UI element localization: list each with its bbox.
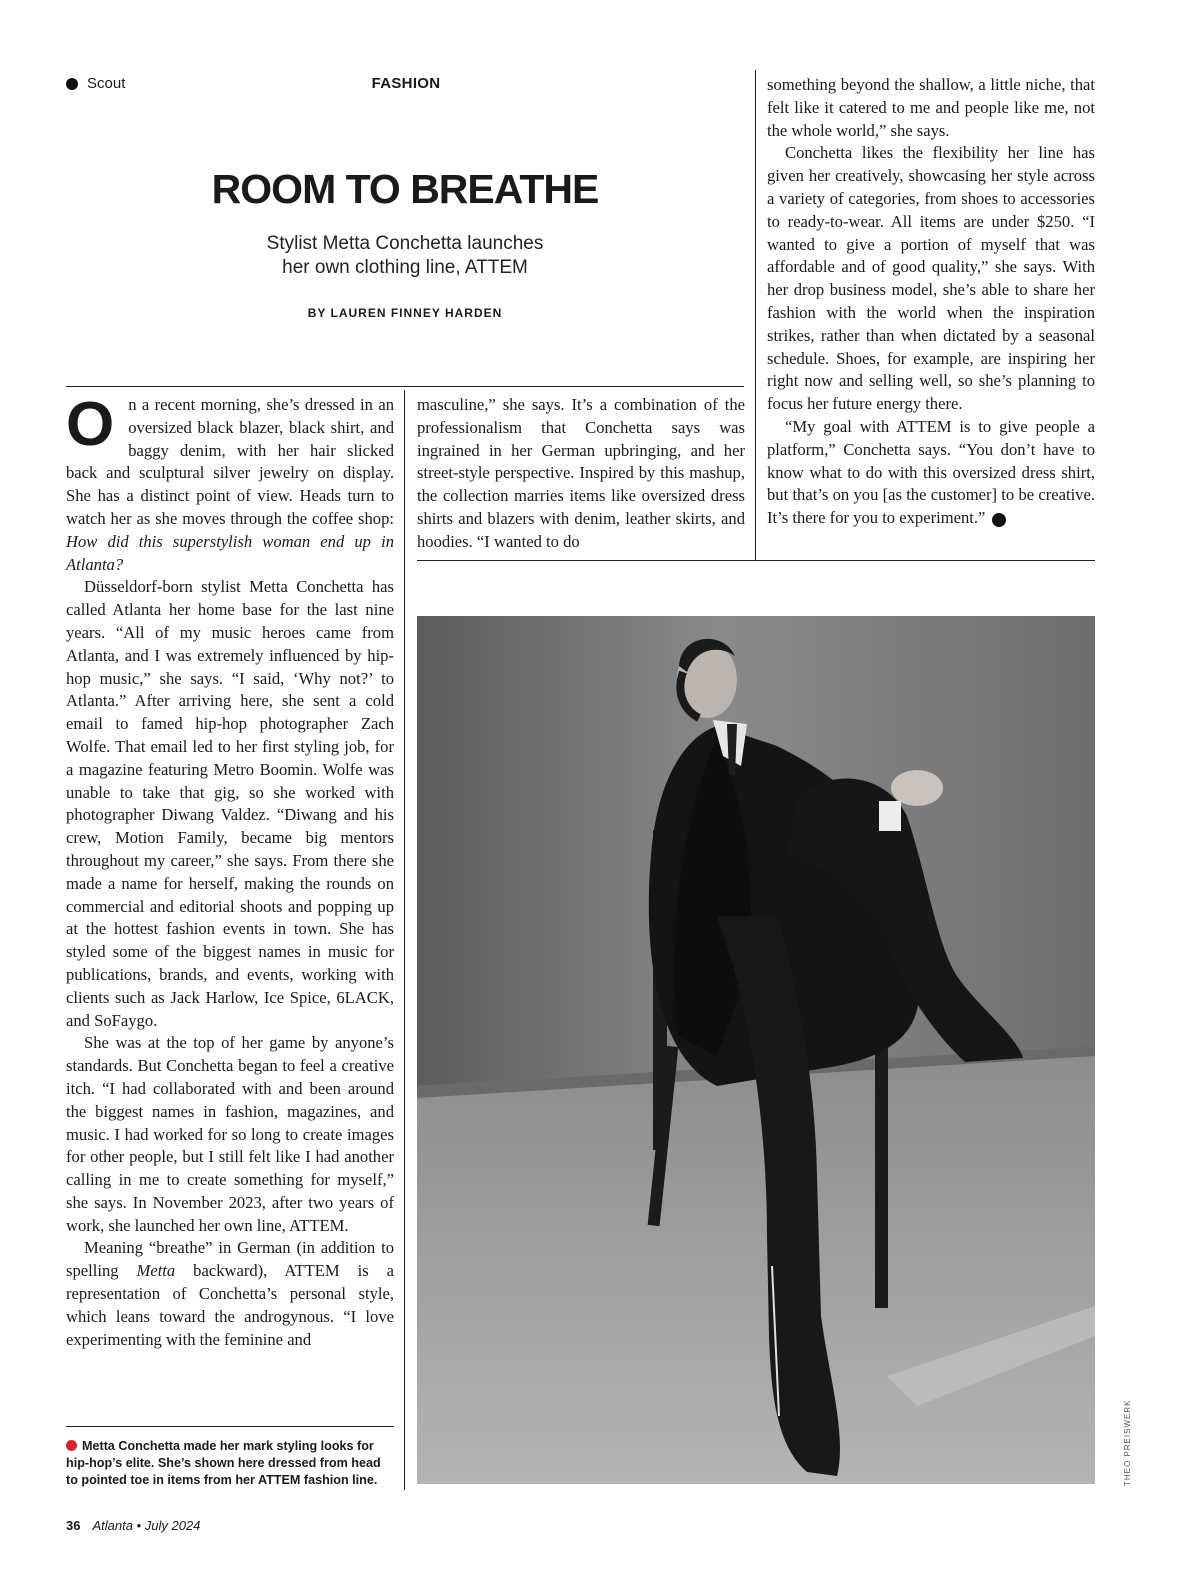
bullet-icon — [66, 78, 78, 90]
article-subtitle — [66, 232, 744, 280]
paragraph: On a recent morning, she’s dressed in an oversized black blazer, black shirt, and baggy denim, with her hair slicked back and sculptural silver jewelry on display. She has a distinct point of view. Heads turn to watch her as she moves through the coffee shop: How did this superstylish woman end up in Atlanta? — [66, 390, 394, 574]
divider-rule — [66, 386, 744, 387]
italic-text: How did this superstylish woman end up in Atlanta? — [66, 531, 394, 574]
column-rule — [755, 70, 756, 560]
subtitle-line-1: Stylist Metta Conchetta launches — [266, 233, 544, 254]
column-rule — [404, 390, 405, 1490]
page-folio — [66, 1518, 200, 1533]
italic-text: Metta — [136, 1261, 176, 1281]
section-label: Scout — [87, 75, 126, 92]
folio-separator: • — [136, 1518, 142, 1533]
paragraph: masculine,” she says. It’s a combination of the professionalism that Conchetta says was ingrained in her German upbringing, and her street-style perspective. Inspired by this mashup, the collection marries items like oversized dress shirts and blazers with denim, leather skirts, and hoodies. “I wanted to do — [417, 395, 745, 551]
section-tag — [66, 75, 125, 92]
caption-dot-icon — [66, 1440, 77, 1451]
end-mark-icon: A — [992, 513, 1006, 527]
portrait-illustration — [417, 616, 1095, 1484]
divider-rule — [417, 560, 1095, 561]
caption-rule — [66, 1426, 394, 1427]
drop-cap: O — [66, 390, 115, 459]
paragraph: Meaning “breathe” in German (in addition to spelling Metta backward), ATTEM is a representation of Conchetta’s personal style, which leans toward the androgynous. “I love experimenting with the feminine and — [66, 1238, 394, 1349]
article-title: ROOM TO BREATHE — [211, 166, 599, 212]
issue-date: July 2024 — [144, 1518, 201, 1533]
paragraph: something beyond the shallow, a little niche, that felt like it catered to me and people like me, not the whole world,” she says. — [767, 75, 1095, 140]
body-column-2 — [417, 394, 745, 554]
paragraph: “My goal with ATTEM is to give people a platform,” Conchetta says. “You don’t have to know what to do with this oversized dress shirt, but that’s on you [as the customer] to be creative. It’s there for you to experiment.” A — [767, 416, 1095, 528]
magazine-name: Atlanta — [92, 1518, 133, 1533]
photo-credit: THEO PREISWERK — [1123, 1399, 1132, 1486]
photo-caption: Metta Conchetta made her mark styling looks for hip-hop’s elite. She’s shown here dressed from head to pointed toe in items from her ATTEM fashion line. — [66, 1439, 381, 1487]
paragraph: Conchetta likes the flexibility her line has given her creatively, showcasing her style across a variety of categories, from shoes to accessories to ready-to-wear. All items are under $250. “I wanted to give a portion of myself that was affordable and of good quality,” she says. With her drop business model, she’s able to share her fashion with the world when the inspiration strikes, rather than when dictated by a seasonal schedule. Shoes, for example, are inspiring her right now and selling well, so she’s planning to focus her future energy there. — [767, 143, 1095, 414]
category-label: FASHION — [371, 75, 441, 92]
paragraph: Düsseldorf-born stylist Metta Conchetta has called Atlanta her home base for the last nine years. “All of my music heroes came from Atlanta, and I was extremely influenced by hip-hop music,” she says. “I said, ‘Why not?’ to Atlanta.” After arriving here, she sent a cold email to famed hip-hop photographer Zach Wolfe. That email led to her first styling job, for a magazine featuring Metro Boomin. Wolfe was unable to take that gig, so she worked with photographer Diwang Valdez. “Diwang and his crew, Motion Family, became big mentors throughout my career,” she says. From there she made a name for herself, making the rounds on commercial and editorial shoots and popping up at the hottest fashion events in town. She has styled some of the biggest names in music for publications, brands, and events, working with clients such as Jack Harlow, Ice Spice, 6LACK, and SoFaygo. — [66, 577, 394, 1030]
subtitle-line-2: her own clothing line, ATTEM — [282, 257, 528, 278]
byline: BY LAUREN FINNEY HARDEN — [307, 306, 503, 320]
paragraph: She was at the top of her game by anyone’s standards. But Conchetta began to feel a creative itch. “I had collaborated with and been around the biggest names in fashion, magazines, and music. I had worked for so long to create images for other people, but I still felt like I had another calling in me to create something for myself,” she says. In November 2023, after two years of work, she launched her own line, ATTEM. — [66, 1033, 394, 1235]
body-column-3 — [767, 74, 1095, 530]
portrait-photo — [417, 616, 1095, 1484]
body-column-1 — [66, 390, 394, 1351]
page-number: 36 — [66, 1518, 81, 1533]
